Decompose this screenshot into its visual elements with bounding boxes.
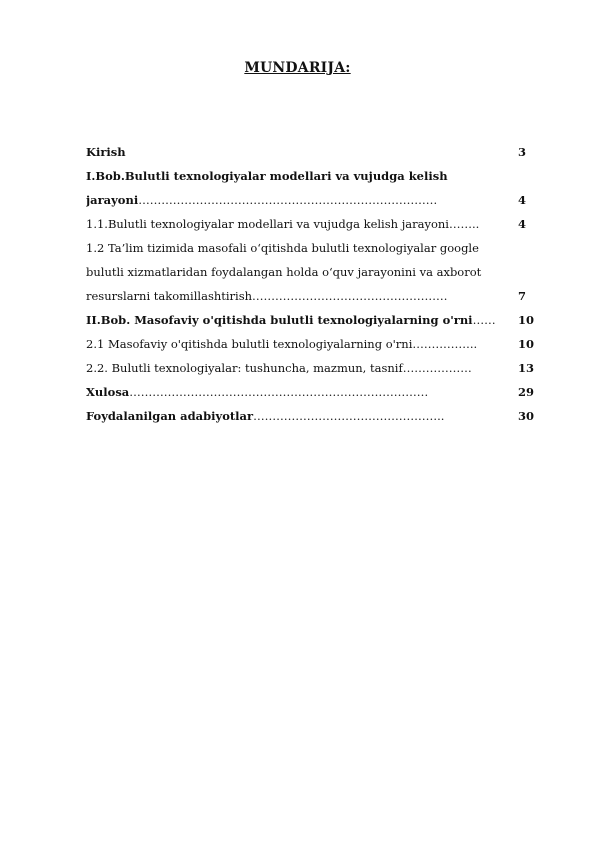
toc-entry-label: 1.2 Ta’lim tizimida masofali o‘qitishda bulutli texnologiyalar google (86, 241, 479, 255)
toc-entry-page-number: 13 (518, 361, 535, 375)
toc-entry-label: resurslarni takomillashtirish (86, 289, 253, 303)
toc-entry-leader-dots: ……………… (402, 361, 472, 375)
toc-entry-leader-dots: …………………………………………………………………… (138, 193, 438, 207)
page-title: MUNDARIJA: (244, 60, 351, 76)
toc-entry-text (86, 188, 506, 212)
toc-entry-text (86, 260, 506, 284)
toc-entry-label: Xulosa (86, 385, 130, 399)
toc-entry-text (86, 308, 506, 332)
toc-entry-leader-dots: …………………………………………… (252, 289, 448, 303)
toc-entry-text (86, 380, 506, 404)
toc-entry-label: jarayoni (86, 193, 139, 207)
toc-entry (86, 308, 536, 332)
toc-entry-leader-dots: ………………………………………….. (253, 409, 445, 423)
toc-entry-label: Foydalanilgan adabiyotlar (86, 409, 254, 423)
toc-entry-text (86, 284, 506, 308)
toc-entry-label: 2.2. Bulutli texnologiyalar: tushuncha, mazmun, tasnif (86, 361, 403, 375)
toc-entry-text (86, 404, 506, 428)
toc-entry (86, 140, 536, 164)
toc-entry (86, 212, 536, 236)
toc-entry-label: II.Bob. Masofaviy o'qitishda bulutli texnologiyalarning o'rni (86, 313, 473, 327)
toc-entry-page-number: 10 (518, 313, 535, 327)
toc-entry (86, 332, 536, 356)
toc-entry-page-number: 30 (518, 409, 535, 423)
table-of-contents (86, 140, 536, 428)
toc-entry-label: bulutli xizmatlaridan foydalangan holda o‘quv jarayonini va axborot (86, 265, 482, 279)
toc-entry-label: 2.1 Masofaviy o'qitishda bulutli texnologiyalarning o'rni (86, 337, 413, 351)
toc-entry-page-number: 10 (518, 337, 535, 351)
toc-entry-text (86, 356, 506, 380)
toc-entry (86, 356, 536, 380)
toc-entry-text (86, 212, 506, 236)
toc-entry-label: 1.1.Bulutli texnologiyalar modellari va vujudga kelish jarayoni (86, 217, 449, 231)
toc-entry-leader-dots: …….. (448, 217, 480, 231)
toc-entry (86, 404, 536, 428)
toc-entry-label: I.Bob.Bulutli texnologiyalar modellari va vujudga kelish (86, 169, 448, 183)
toc-entry-leader-dots: …………….. (412, 337, 478, 351)
toc-entry-page-number: 7 (518, 289, 527, 303)
toc-entry-page-number: 29 (518, 385, 535, 399)
toc-entry-text (86, 164, 506, 188)
toc-entry-page-number: 4 (518, 193, 527, 207)
toc-entry-page-number: 4 (518, 217, 527, 231)
toc-entry-leader-dots: …………………………………………………………………… (129, 385, 429, 399)
toc-entry-text (86, 140, 506, 164)
toc-entry (86, 380, 536, 404)
toc-entry-page-number: 3 (518, 145, 527, 159)
toc-entry (86, 236, 536, 308)
toc-entry (86, 164, 536, 212)
toc-entry-text (86, 236, 506, 260)
toc-entry-text (86, 332, 506, 356)
toc-entry-leader-dots: …… (472, 313, 496, 327)
toc-entry-label: Kirish (86, 145, 126, 159)
